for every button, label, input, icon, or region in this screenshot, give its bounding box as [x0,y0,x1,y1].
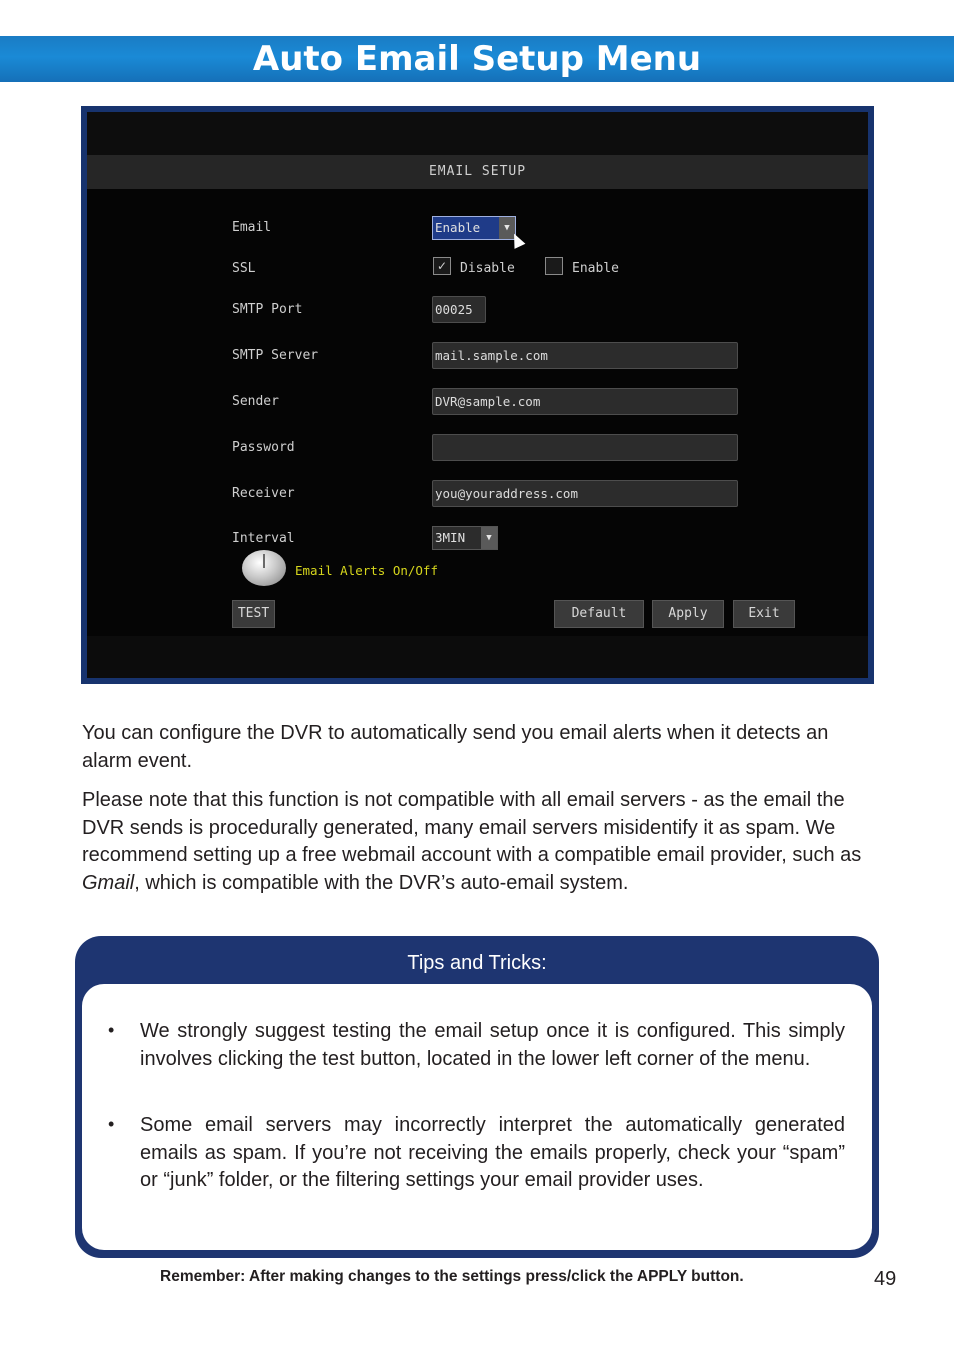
tip-item: Some email servers may incorrectly interpret the automatically generated emails as spam. If you’re not receiving the emails properly, check your “spam” or “junk” folder, or the filtering settings your email provider uses. [140,1114,845,1191]
ssl-label: SSL [232,261,256,276]
smtp-server-label: SMTP Server [232,348,319,363]
email-select[interactable] [432,216,516,240]
mouse-cursor-icon [509,231,526,249]
smtp-port-label: SMTP Port [232,302,303,317]
password-label: Password [232,440,295,455]
gmail-emphasis: Gmail [82,871,135,894]
interval-select[interactable] [432,526,498,550]
sender-label: Sender [232,394,279,409]
mouse-icon [242,550,286,586]
email-select-value: Enable [435,220,481,235]
tips-content [82,984,872,1250]
bullet-icon: • [108,1020,115,1040]
smtp-server-input[interactable]: mail.sample.com [432,342,738,369]
footer-reminder: Remember: After making changes to the settings press/click the APPLY button. [160,1268,744,1285]
ssl-disable-checkbox[interactable]: ✓ [433,257,451,275]
tip-item: We strongly suggest testing the email setup once it is configured. This simply involves clicking the test button, located in the lower left corner of the menu. [140,1020,845,1070]
compatibility-text-start: Please note that this function is not compatible with all email servers - as the email the DVR sends is procedurally generated, many email servers misidentify it as spam. We recommend setting up a free webmail account with a compatible email provider, such as [82,789,862,866]
bullet-icon: • [108,1114,115,1134]
chevron-down-icon: ▼ [481,527,497,549]
dvr-menu-header: EMAIL SETUP [87,155,868,189]
ssl-disable-label: Disable [460,261,515,276]
interval-label: Interval [232,531,295,546]
password-input[interactable] [432,434,738,461]
compatibility-paragraph [82,787,872,897]
smtp-port-input[interactable]: 00025 [432,296,486,323]
default-button[interactable]: Default [554,600,644,628]
tips-box [75,936,879,1258]
receiver-input[interactable]: you@youraddress.com [432,480,738,507]
tips-title: Tips and Tricks: [407,952,547,974]
dvr-bottom-strip [87,636,868,678]
chevron-down-icon: ▼ [499,217,515,239]
sender-input[interactable]: DVR@sample.com [432,388,738,415]
email-label: Email [232,220,272,235]
ssl-enable-label: Enable [572,261,619,276]
dvr-screenshot-frame [81,106,874,684]
intro-paragraph: You can configure the DVR to automatically send you email alerts when it detects an alarm event. [82,722,829,772]
dvr-top-strip [87,112,868,155]
receiver-label: Receiver [232,486,295,501]
test-button[interactable]: TEST [232,600,275,628]
page-title: Auto Email Setup Menu [252,39,702,79]
interval-select-value: 3MIN [435,530,466,545]
title-bar [0,36,954,82]
ssl-enable-checkbox[interactable] [545,257,563,275]
email-alerts-hint: Email Alerts On/Off [295,563,438,578]
page-number: 49 [874,1268,897,1290]
apply-button[interactable]: Apply [652,600,724,628]
exit-button[interactable]: Exit [733,600,795,628]
compatibility-text-end: , which is compatible with the DVR’s auto-email system. [134,871,629,894]
dvr-screen [87,112,868,678]
